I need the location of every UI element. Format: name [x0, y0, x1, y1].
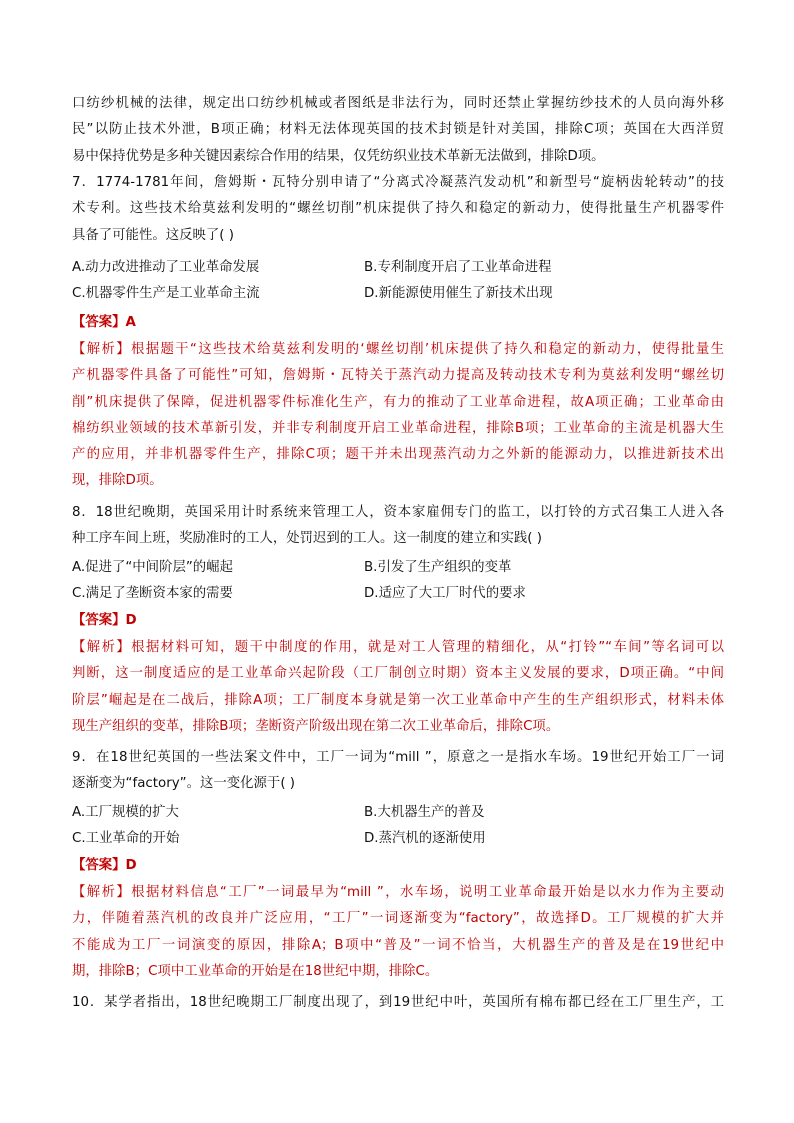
question-7-stem [72, 170, 724, 249]
text-line: 易中保持优势是多种关键因素综合作用的结果，仅凭纺织业技术革新无法做到，排除D项。 [72, 148, 605, 164]
option-b: B.引发了生产组织的变革 [364, 560, 512, 575]
answer-label: 【答案】D [72, 613, 137, 628]
option-a: A.促进了“中间阶层”的崛起 [72, 560, 233, 575]
text-line: 口纺纱机械的法律，规定出口纺纱机械或者图纸是非法行为，同时还禁止掌握纺纱技术的人员向海外移 [72, 96, 724, 111]
question-9-answer [72, 853, 724, 879]
text-line: 逐渐变为“factory”。这一变化源于( ) [72, 776, 296, 792]
text-line: 种工序车间上班，奖励准时的工人，处罚迟到的工人。这一制度的建立和实践( ) [72, 531, 542, 547]
analysis-line: 产的应用，并非机器零件生产，排除C项；题干并未出现蒸汽动力之外新的能源动力，以推进新技术出 [72, 447, 724, 463]
question-7-analysis [72, 337, 724, 495]
question-10-stem [72, 990, 724, 1016]
analysis-line: 现生产组织的变革，排除B项；垄断资产阶级出现在第二次工业革命后，排除C项。 [72, 718, 560, 734]
option-c: C.工业革命的开始 [72, 831, 180, 847]
analysis-line: 不能成为工厂一词演变的原因，排除A；B项中“普及”一词不恰当，大机器生产的普及是在19世纪中 [72, 937, 724, 953]
option-a: A.工厂规模的扩大 [72, 805, 179, 820]
option-c: C.满足了垄断资本家的需要 [72, 586, 233, 602]
option-row [72, 581, 724, 607]
analysis-line: 产机器零件具备了可能性”可知，詹姆斯・瓦特关于蒸汽动力提高及转动技术专利为莫兹利发明“螺丝切 [72, 368, 724, 384]
analysis-line: 期，排除B；C项中工业革命的开始是在18世纪中期，排除C。 [72, 963, 439, 979]
option-b: B.大机器生产的普及 [364, 805, 485, 820]
question-8-analysis [72, 635, 724, 740]
answer-label: 【答案】A [72, 315, 136, 330]
question-8-options [72, 555, 724, 608]
analysis-line: 判断，这一制度适应的是工业革命兴起阶段（工厂制创立时期）资本主义发展的要求，D项正确。“中间 [72, 666, 724, 682]
analysis-line: 现，排除D项。 [72, 473, 163, 489]
option-d: D.新能源使用催生了新技术出现 [364, 286, 553, 302]
text-line: 具备了可能性。这反映了( ) [72, 227, 235, 243]
question-7-options [72, 255, 724, 308]
option-row [72, 281, 724, 307]
option-row [72, 555, 724, 581]
text-line: 10．某学者指出，18世纪晚期工厂制度出现了，到19世纪中叶，英国所有棉布都已经在工厂里生产，工 [72, 995, 724, 1010]
analysis-line: 【解析】根据题干“这些技术给莫兹利发明的‘螺丝切削’机床提供了持久和稳定的新动力，使得批量生 [72, 342, 724, 357]
analysis-line: 力，伴随着蒸汽机的改良并广泛应用，“工厂”一词逐渐变为“factory”，故选择D。工厂规模的扩大并 [72, 911, 724, 927]
option-row [72, 800, 724, 826]
analysis-line: 【解析】根据材料信息“工厂”一词最早为“mill ”，水车场，说明工业革命最开始是以水力作为主要动 [72, 885, 724, 900]
intro-analysis [72, 91, 724, 170]
option-d: D.适应了大工厂时代的要求 [364, 586, 526, 602]
answer-label: 【答案】D [72, 858, 137, 873]
question-8-stem [72, 500, 724, 553]
question-9-analysis [72, 880, 724, 985]
analysis-line: 棉纺织业领域的技术革新引发，并非专利制度开启工业革命进程，排除B项；工业革命的主流是机器大生 [72, 420, 724, 436]
question-8-answer [72, 608, 724, 634]
analysis-line: 阶层”崛起是在二战后，排除A项；工厂制度本身就是第一次工业革命中产生的生产组织形式，材料未体 [72, 692, 724, 708]
option-row [72, 255, 724, 281]
question-7-answer [72, 310, 724, 336]
analysis-line: 削”机床提供了保障，促进机器零件标准化生产，有力的推动了工业革命进程，故A项正确；工业革命由 [72, 394, 724, 410]
question-9-options [72, 800, 724, 853]
text-line: 8．18世纪晚期，英国采用计时系统来管理工人，资本家雇佣专门的监工，以打铃的方式召集工人进入各 [72, 505, 724, 520]
question-9-stem [72, 745, 724, 798]
text-line: 7．1774-1781年间，詹姆斯・瓦特分别申请了“分离式冷凝蒸汽发动机”和新型号“旋柄齿轮转动”的技 [72, 175, 724, 190]
option-c: C.机器零件生产是工业革命主流 [72, 286, 260, 302]
text-line: 民”以防止技术外泄，B项正确；材料无法体现英国的技术封锁是针对美国，排除C项；英国在大西洋贸 [72, 122, 724, 138]
text-line: 术专利。这些技术给莫兹利发明的“螺丝切削”机床提供了持久和稳定的新动力，使得批量生产机器零件 [72, 201, 724, 217]
option-d: D.蒸汽机的逐渐使用 [364, 831, 486, 847]
option-a: A.动力改进推动了工业革命发展 [72, 260, 260, 275]
option-b: B.专利制度开启了工业革命进程 [364, 260, 552, 275]
text-line: 9．在18世纪英国的一些法案文件中，工厂一词为“mill ”，原意之一是指水车场。19世纪开始工厂一词 [72, 750, 724, 765]
option-row [72, 826, 724, 852]
analysis-line: 【解析】根据材料可知，题干中制度的作用，就是对工人管理的精细化，从“打铃”“车间”等名词可以 [72, 640, 724, 655]
